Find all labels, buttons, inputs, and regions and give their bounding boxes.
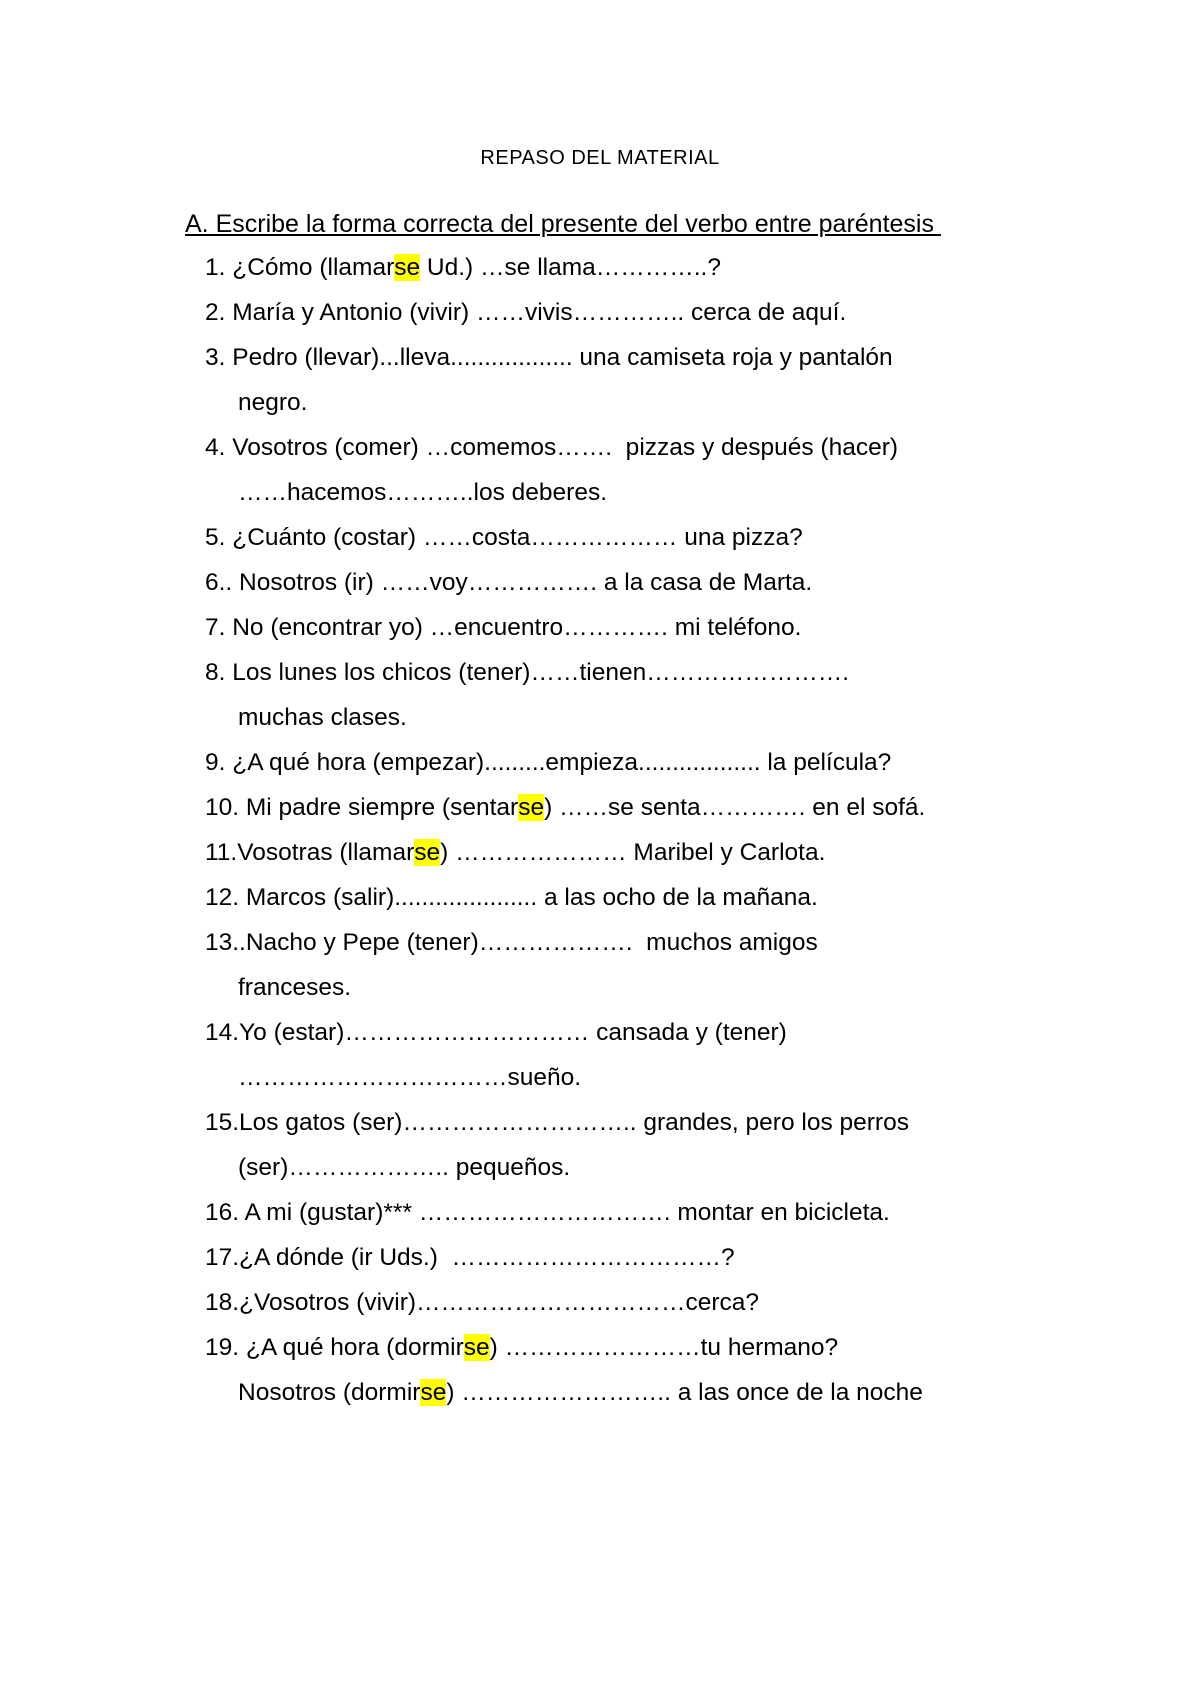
line-text: (ser)……………….. pequeños. [238, 1154, 571, 1181]
line-text: 5. ¿Cuánto (costar) ……costa……………… una pizza? [205, 524, 803, 551]
line-text: franceses. [238, 974, 352, 1001]
line-text: muchas clases. [238, 704, 407, 731]
line-text: 2. María y Antonio (vivir) ……vivis………….. cerca de aquí. [205, 299, 847, 326]
line-text: 17.¿A dónde (ir Uds.) ……………………………? [205, 1244, 735, 1271]
line-text: ) ……………………tu hermano? [489, 1334, 839, 1361]
line-text: 13..Nacho y Pepe (tener)………………. muchos amigos [205, 929, 818, 956]
line-text: ) …………………….. a las once de la noche [446, 1379, 923, 1406]
line-text: 18.¿Vosotros (vivir)……………………………cerca? [205, 1289, 760, 1316]
exercise-line [205, 298, 846, 328]
exercise-line [238, 703, 407, 733]
exercise-line [205, 433, 898, 463]
exercise-line [205, 1018, 787, 1048]
line-text: 10. Mi padre siempre (sentar [205, 794, 519, 821]
highlighted-reflexive: se [394, 254, 421, 281]
highlighted-reflexive: se [420, 1379, 447, 1406]
exercise-line [238, 478, 607, 508]
exercise-line [205, 658, 849, 688]
line-text: 4. Vosotros (comer) …comemos……. pizzas y después (hacer) [205, 434, 899, 461]
exercise-line [205, 343, 893, 373]
exercise-line [205, 748, 891, 778]
exercise-line [205, 1198, 890, 1228]
line-text: ) ……se senta…………. en el sofá. [544, 794, 926, 821]
exercise-line [205, 838, 825, 868]
line-text: 9. ¿A qué hora (empezar).........empieza.................. la película? [205, 749, 892, 776]
line-text: ) ………………… Maribel y Carlota. [440, 839, 826, 866]
line-text: Ud.) …se llama…………..? [420, 254, 721, 281]
exercise-line [238, 973, 351, 1003]
line-text: 12. Marcos (salir)..................... a las ocho de la mañana. [205, 884, 818, 911]
exercise-line [205, 1288, 759, 1318]
exercise-line [205, 793, 925, 823]
line-text: 19. ¿A qué hora (dormir [205, 1334, 464, 1361]
line-text: ……………………………sueño. [238, 1064, 582, 1091]
highlighted-reflexive: se [414, 839, 441, 866]
exercise-line [205, 1108, 909, 1138]
exercise-line [205, 568, 812, 598]
exercise-line [205, 1333, 838, 1363]
exercise-line [238, 1153, 570, 1183]
line-text: 11.Vosotras (llamar [205, 839, 415, 866]
line-text: 6.. Nosotros (ir) ……voy……………. a la casa de Marta. [205, 569, 813, 596]
exercise-line [238, 1063, 581, 1093]
line-text: 8. Los lunes los chicos (tener)……tienen……………………. [205, 659, 850, 686]
line-text: 16. A mi (gustar)*** …………………………. montar en bicicleta. [205, 1199, 890, 1226]
exercise-line [205, 1243, 735, 1273]
line-text: Nosotros (dormir [238, 1379, 421, 1406]
line-text: 3. Pedro (llevar)...lleva.................. una camiseta roja y pantalón [205, 344, 893, 371]
line-text: 14.Yo (estar)………………………… cansada y (tener) [205, 1019, 787, 1046]
exercise-line [205, 928, 818, 958]
exercise-line [205, 253, 721, 283]
highlighted-reflexive: se [518, 794, 545, 821]
line-text: ……hacemos………..los deberes. [238, 479, 607, 506]
line-text: negro. [238, 389, 308, 416]
section-heading: A. Escribe la forma correcta del presente del verbo entre paréntesis [185, 210, 941, 238]
exercise-line [238, 388, 307, 418]
exercise-line [205, 883, 818, 913]
exercise-line [238, 1378, 923, 1408]
line-text: 15.Los gatos (ser)……………………….. grandes, pero los perros [205, 1109, 909, 1136]
page-title: REPASO DEL MATERIAL [480, 147, 720, 169]
line-text: 1. ¿Cómo (llamar [205, 254, 395, 281]
line-text: 7. No (encontrar yo) …encuentro…………. mi teléfono. [205, 614, 802, 641]
highlighted-reflexive: se [463, 1334, 490, 1361]
exercise-line [205, 613, 801, 643]
exercise-line [205, 523, 803, 553]
